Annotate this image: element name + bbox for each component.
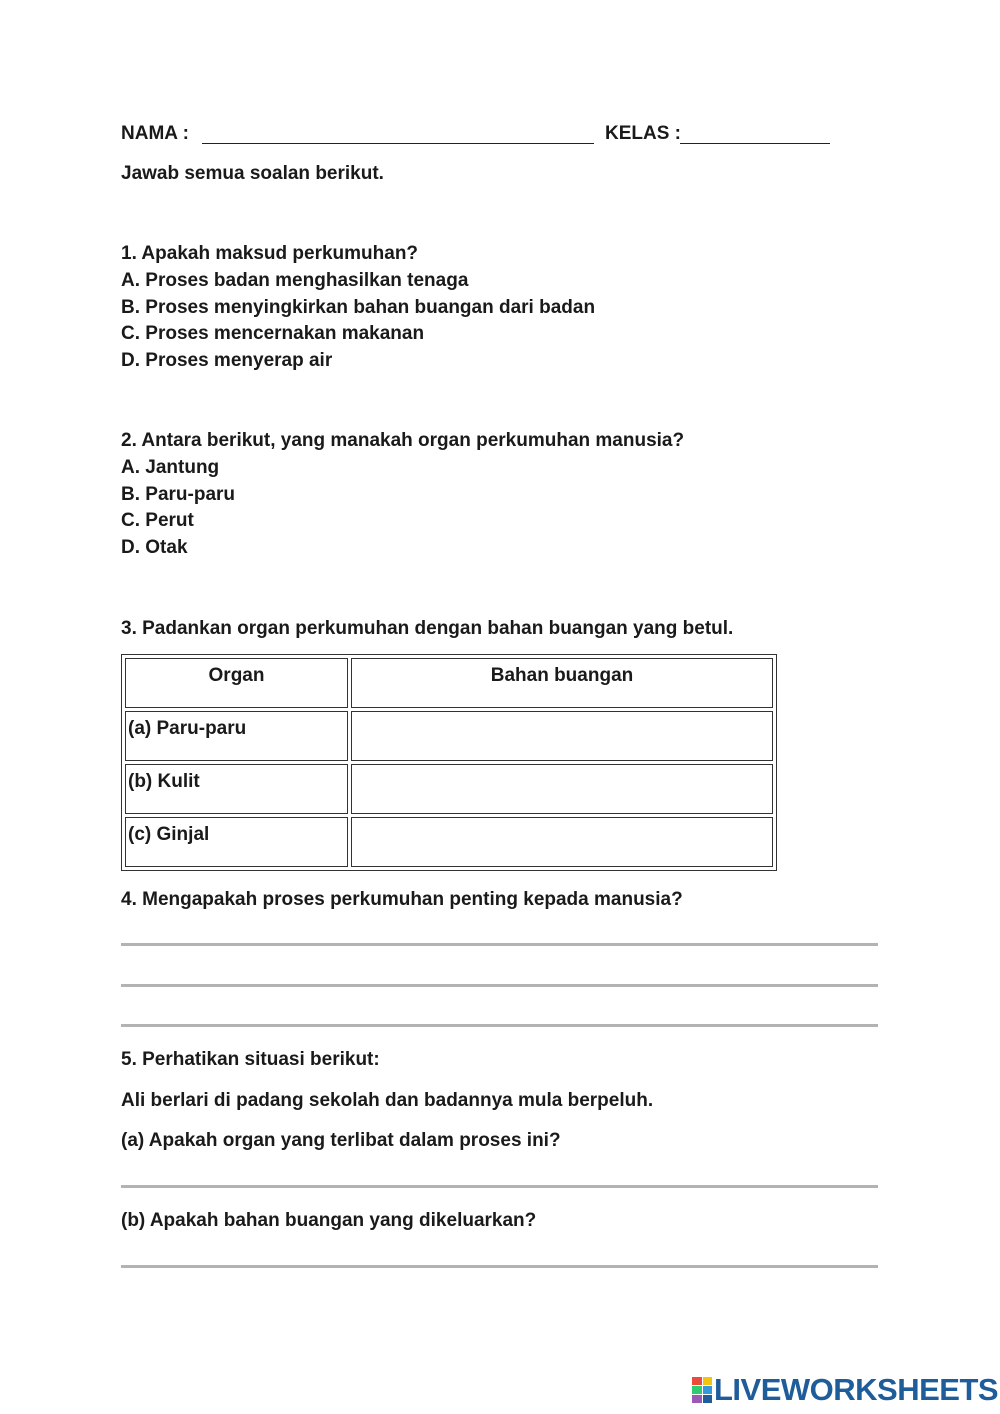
waste-answer-cell[interactable] xyxy=(351,764,773,814)
q5-part-b: (b) Apakah bahan buangan yang dikeluarkan? xyxy=(121,1210,537,1231)
class-input-line[interactable] xyxy=(680,143,830,144)
table-row xyxy=(125,817,773,867)
q1-question: 1. Apakah maksud perkumuhan? xyxy=(121,243,419,264)
q2-option-b[interactable]: B. Paru-paru xyxy=(121,484,236,505)
waste-answer-cell[interactable] xyxy=(351,711,773,761)
q4-answer-line[interactable] xyxy=(121,1024,878,1027)
waste-answer-cell[interactable] xyxy=(351,817,773,867)
header-waste: Bahan buangan xyxy=(351,658,773,708)
q1-option-c[interactable]: C. Proses mencernakan makanan xyxy=(121,323,425,344)
organ-cell: (b) Kulit xyxy=(125,764,348,814)
q1-option-a[interactable]: A. Proses badan menghasilkan tenaga xyxy=(121,270,469,291)
liveworksheets-logo-icon xyxy=(692,1377,712,1403)
q2-option-a[interactable]: A. Jantung xyxy=(121,457,220,478)
q5a-answer-line[interactable] xyxy=(121,1185,878,1188)
q4-question: 4. Mengapakah proses perkumuhan penting kepada manusia? xyxy=(121,889,683,910)
q5-question: 5. Perhatikan situasi berikut: xyxy=(121,1049,380,1070)
organ-cell: (a) Paru-paru xyxy=(125,711,348,761)
liveworksheets-logo xyxy=(692,1372,998,1408)
table-row xyxy=(125,711,773,761)
q5-situation: Ali berlari di padang sekolah dan badannya mula berpeluh. xyxy=(121,1090,654,1111)
table-row xyxy=(125,764,773,814)
q2-option-c[interactable]: C. Perut xyxy=(121,510,194,531)
name-label: NAMA : xyxy=(121,123,189,144)
q4-answer-line[interactable] xyxy=(121,943,878,946)
organ-cell: (c) Ginjal xyxy=(125,817,348,867)
class-label: KELAS : xyxy=(605,123,681,144)
q1-option-d[interactable]: D. Proses menyerap air xyxy=(121,350,333,371)
q4-answer-line[interactable] xyxy=(121,984,878,987)
liveworksheets-logo-text: LIVEWORKSHEETS xyxy=(714,1372,999,1407)
table-header-row xyxy=(125,658,773,708)
instruction: Jawab semua soalan berikut. xyxy=(121,163,384,184)
name-input-line[interactable] xyxy=(202,143,594,144)
q5-part-a: (a) Apakah organ yang terlibat dalam proses ini? xyxy=(121,1130,561,1151)
q2-question: 2. Antara berikut, yang manakah organ perkumuhan manusia? xyxy=(121,430,685,451)
q1-option-b[interactable]: B. Proses menyingkirkan bahan buangan dari badan xyxy=(121,297,596,318)
q3-question: 3. Padankan organ perkumuhan dengan bahan buangan yang betul. xyxy=(121,618,734,639)
header-organ: Organ xyxy=(125,658,348,708)
matching-table xyxy=(121,654,777,871)
q5b-answer-line[interactable] xyxy=(121,1265,878,1268)
q2-option-d[interactable]: D. Otak xyxy=(121,537,188,558)
